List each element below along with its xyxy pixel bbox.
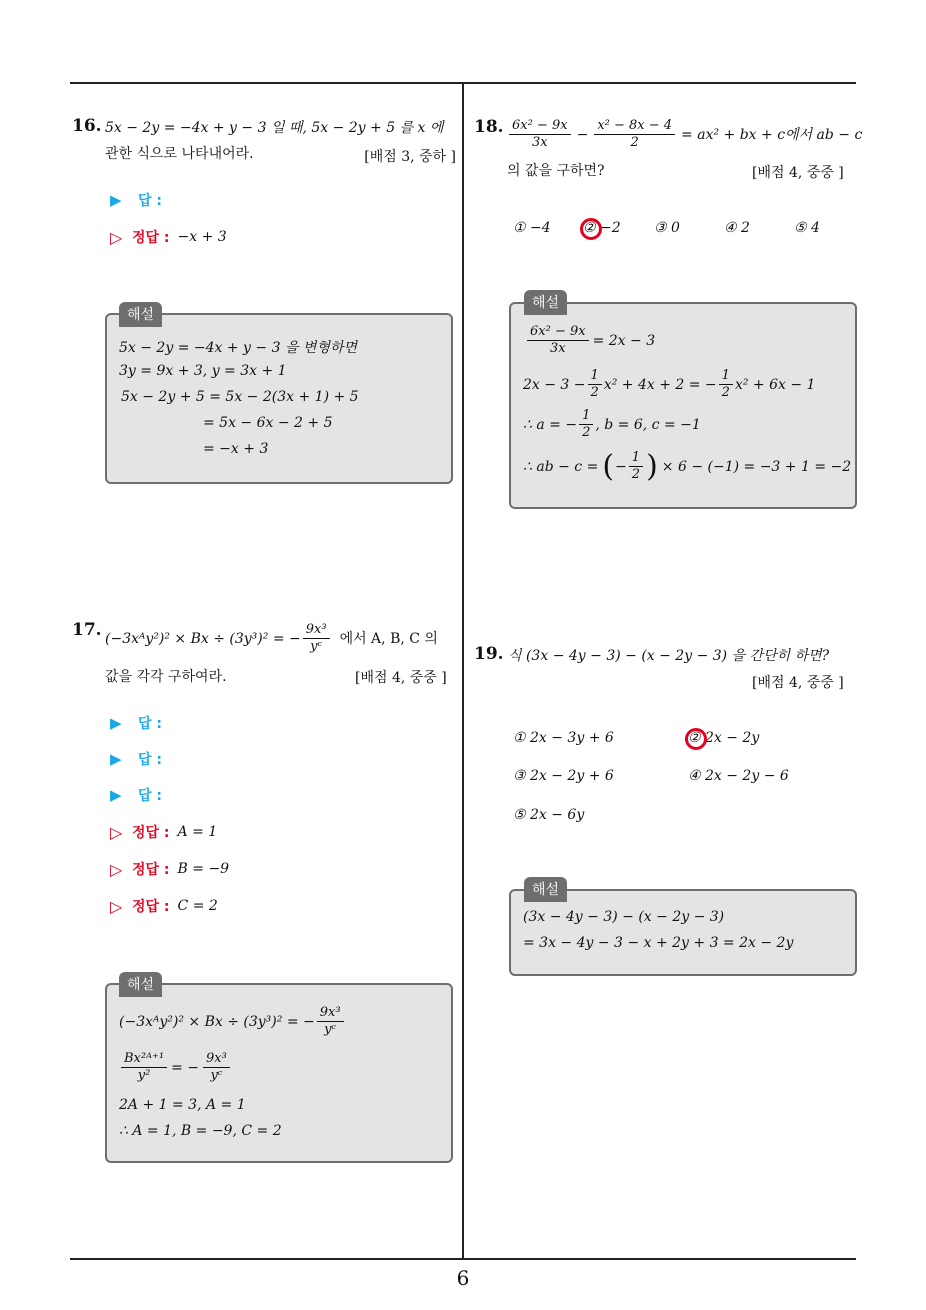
column-divider [462, 82, 464, 1260]
denominator: 3x [531, 135, 548, 150]
numerator: 6x² − 9x [527, 324, 589, 341]
score-label: [배점 3, 중하 ] [364, 149, 456, 165]
choice-2[interactable]: ② 2x − 2y [688, 730, 760, 746]
explanation-box [105, 313, 453, 484]
question-number: 19. [474, 644, 504, 664]
question-text-line1: 5x − 2y = −4x + y − 3 일 때, 5x − 2y + 5 를 x 에 [105, 120, 444, 136]
question-number: 18. [474, 117, 504, 137]
minus-sign: − [615, 458, 627, 475]
expr-right: = ax² + bx + c에서 ab − c [681, 126, 863, 143]
answer-mark-circle-icon [580, 218, 602, 240]
correct-answer-line [110, 227, 227, 247]
explanation-tag: 해설 [119, 972, 162, 997]
choice-5[interactable]: ⑤ 2x − 6y [513, 807, 585, 823]
explanation-line: = −x + 3 [203, 441, 269, 457]
numerator: 9x³ [317, 1005, 344, 1022]
choice-1[interactable]: ① 2x − 3y + 6 [513, 730, 614, 746]
denominator: y² [137, 1068, 151, 1083]
denominator: 2 [631, 467, 641, 482]
numerator: 1 [588, 368, 602, 385]
explanation-line: 5x − 2y = −4x + y − 3 을 변형하면 [119, 340, 358, 356]
numerator: 6x² − 9x [509, 118, 571, 135]
explanation-tag: 해설 [119, 302, 162, 327]
paren-close: ) [646, 448, 658, 484]
explanation-line: ∴ A = 1, B = −9, C = 2 [119, 1123, 282, 1139]
denominator: yᶜ [324, 1022, 337, 1037]
expr-left: ∴ a = − [523, 416, 578, 433]
score-label: [배점 4, 중중 ] [752, 165, 844, 181]
explanation-line: 3y = 9x + 3, y = 3x + 1 [119, 363, 287, 379]
denominator: 2 [630, 135, 639, 150]
numerator: 1 [629, 450, 643, 467]
numerator: x² − 8x − 4 [594, 118, 675, 135]
answer-line[interactable] [110, 785, 172, 805]
explanation-line [119, 1051, 232, 1084]
score-label: [배점 4, 중중 ] [752, 675, 844, 691]
question-text-line1: 식 (3x − 4y − 3) − (x − 2y − 3) 을 간단히 하면? [508, 648, 830, 664]
choice-4[interactable]: ④ 2x − 2y − 6 [688, 768, 789, 784]
explanation-line [119, 1005, 346, 1038]
explanation-line: 5x − 2y + 5 = 5x − 2(3x + 1) + 5 [121, 389, 359, 405]
question-text-line2: 값을 각각 구하여라. [105, 669, 227, 685]
correct-answer-line [110, 822, 217, 842]
explanation-box [105, 983, 453, 1163]
outline-triangle-icon: ▷ [110, 227, 123, 247]
outline-triangle-icon: ▷ [110, 822, 123, 842]
numerator: 1 [579, 408, 593, 425]
play-triangle-icon: ▶ [110, 191, 122, 209]
fraction [579, 408, 593, 441]
fraction [588, 368, 602, 401]
fraction [121, 1051, 167, 1084]
numerator: 9x³ [203, 1051, 230, 1068]
explanation-box [509, 302, 857, 509]
play-triangle-icon: ▶ [110, 714, 122, 732]
play-triangle-icon: ▶ [110, 750, 122, 768]
expr-right: , b = 6, c = −1 [595, 416, 701, 433]
answer-label: 답 : [138, 193, 162, 209]
explanation-line [523, 450, 851, 483]
fraction [303, 622, 330, 655]
fraction [509, 118, 571, 151]
expr-right: × 6 − (−1) = −3 + 1 = −2 [661, 458, 852, 475]
choice-3[interactable]: ③ 0 [654, 220, 680, 236]
answer-mark-circle-icon [685, 728, 707, 750]
correct-value: A = 1 [177, 824, 218, 840]
expr-mid: x² + 4x + 2 = − [603, 376, 717, 393]
question-text-line2: 관한 식으로 나타내어라. [105, 146, 254, 162]
question-number: 16. [72, 116, 102, 136]
explanation-line [525, 324, 655, 357]
numerator: 9x³ [303, 622, 330, 639]
answer-label: 답 : [138, 716, 162, 732]
answer-label: 답 : [138, 752, 162, 768]
outline-triangle-icon: ▷ [110, 896, 123, 916]
denominator: 2 [582, 425, 591, 440]
fraction [317, 1005, 344, 1038]
choice-1[interactable]: ① −4 [513, 220, 551, 236]
choice-3[interactable]: ③ 2x − 2y + 6 [513, 768, 614, 784]
denominator: yᶜ [310, 639, 323, 654]
question-text-line2: 의 값을 구하면? [507, 163, 605, 179]
fraction [527, 324, 589, 357]
page-number: 6 [456, 1266, 470, 1290]
answer-label: 답 : [138, 788, 162, 804]
play-triangle-icon: ▶ [110, 786, 122, 804]
expr-right: 에서 A, B, C 의 [339, 630, 438, 647]
fraction [203, 1051, 230, 1084]
correct-label: 정답 : [132, 230, 170, 246]
correct-label: 정답 : [132, 862, 170, 878]
bottom-rule [70, 1258, 856, 1260]
numerator: 1 [719, 368, 733, 385]
correct-value: −x + 3 [177, 229, 227, 245]
expr-mid: = − [171, 1059, 200, 1076]
choice-4[interactable]: ④ 2 [724, 220, 750, 236]
explanation-line [523, 368, 815, 401]
answer-line[interactable] [110, 713, 172, 733]
correct-answer-line [110, 859, 229, 879]
explanation-line: = 5x − 6x − 2 + 5 [203, 415, 333, 431]
correct-value: B = −9 [177, 861, 230, 877]
question-number: 17. [72, 620, 102, 640]
question-text-line1 [105, 622, 438, 655]
expr-left: ∴ ab − c = [523, 458, 599, 475]
explanation-line: 2A + 1 = 3, A = 1 [119, 1097, 246, 1113]
paren-open: ( [602, 448, 615, 484]
explanation-line [523, 408, 701, 441]
explanation-line: (3x − 4y − 3) − (x − 2y − 3) [523, 909, 725, 925]
explanation-tag: 해설 [524, 290, 567, 315]
explanation-line: = 3x − 4y − 3 − x + 2y + 3 = 2x − 2y [523, 935, 794, 951]
expr-left: (−3xᴬy²)² × Bx ÷ (3y³)² = − [105, 630, 301, 647]
correct-label: 정답 : [132, 899, 170, 915]
fraction [719, 368, 733, 401]
correct-label: 정답 : [132, 825, 170, 841]
fraction [594, 118, 675, 151]
expr-right: = 2x − 3 [592, 332, 656, 349]
expr-left: (−3xᴬy²)² × Bx ÷ (3y³)² = − [119, 1013, 315, 1030]
minus-sign: − [576, 126, 589, 143]
outline-triangle-icon: ▷ [110, 859, 123, 879]
fraction [629, 450, 643, 483]
choice-2[interactable]: ② −2 [583, 220, 621, 236]
expr-left: 2x − 3 − [523, 376, 586, 393]
choice-5[interactable]: ⑤ 4 [794, 220, 820, 236]
answer-line[interactable] [110, 749, 172, 769]
correct-answer-line [110, 896, 218, 916]
numerator: Bx²ᴬ⁺¹ [121, 1051, 167, 1068]
denominator: 2 [590, 385, 599, 400]
question-text-line1 [507, 118, 862, 151]
explanation-box [509, 889, 857, 976]
explanation-tag: 해설 [524, 877, 567, 902]
denominator: 3x [549, 341, 566, 356]
score-label: [배점 4, 중중 ] [355, 670, 447, 686]
denominator: 2 [721, 385, 730, 400]
denominator: yᶜ [210, 1068, 223, 1083]
expr-right: x² + 6x − 1 [734, 376, 816, 393]
correct-value: C = 2 [177, 898, 218, 914]
answer-line[interactable] [110, 190, 172, 210]
